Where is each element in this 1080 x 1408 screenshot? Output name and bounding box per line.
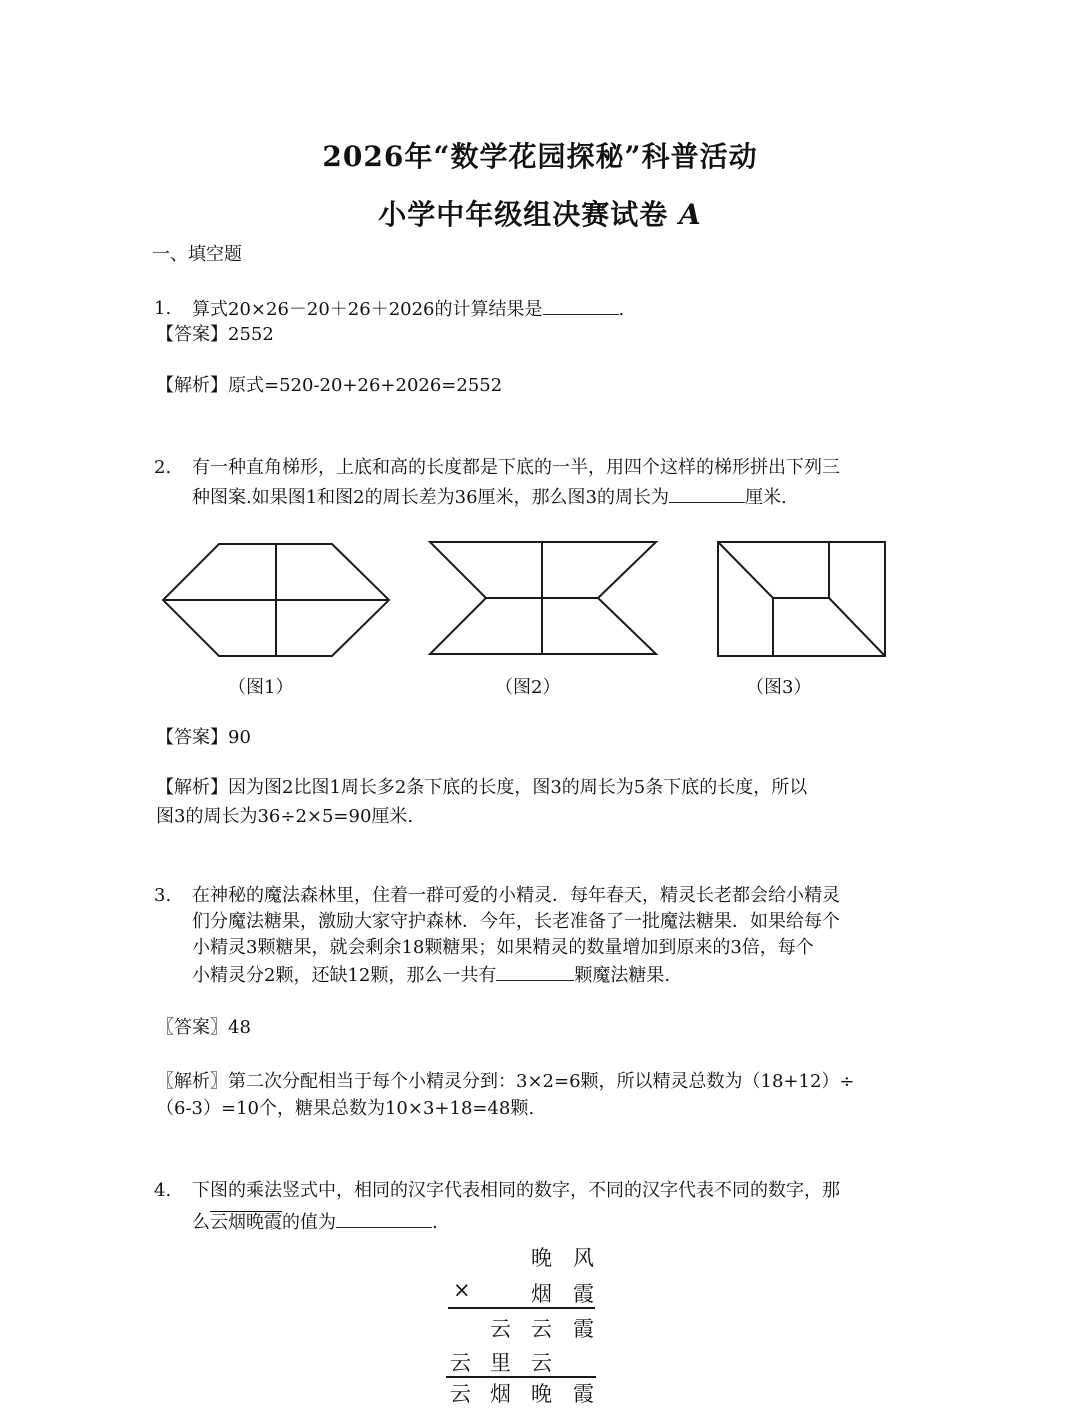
puzzle-rule-1 [448,1307,595,1309]
q2-line2-text: 种图案.如果图1和图2的周长差为36厘米，那么图3的周长为 [192,487,669,508]
subtitle-letter: A [679,198,702,231]
puzzle-r1-c3: 晚 [531,1246,552,1270]
q3-answer: 〖答案〗48 [156,1017,251,1038]
figure-3 [715,538,891,660]
q3-line4-unit: 颗魔法糖果. [574,965,671,986]
q1-analysis: 【解析】原式=520-20+26+2026=2552 [156,375,503,396]
page-subtitle [0,193,1080,233]
q1-answer-blank[interactable] [543,296,619,315]
q3-number: 3. [154,885,172,906]
q2-answer-blank[interactable] [669,484,745,503]
q2-line2-unit: 厘米. [744,487,787,508]
q2-line1: 有一种直角梯形，上底和高的长度都是下底的一半，用四个这样的梯形拼出下列三 [192,457,840,478]
q4-line1: 下图的乘法竖式中，相同的汉字代表相同的数字，不同的汉字代表不同的数字，那 [192,1180,840,1201]
q4-answer-blank[interactable] [336,1209,432,1228]
figure-2-caption: （图2） [495,677,561,698]
q1-question [192,296,624,323]
q2-answer: 【答案】90 [156,727,251,748]
puzzle-r4-c1: 云 [450,1351,471,1375]
q1-period: . [618,299,625,320]
q4-line2-prefix: 么 [192,1212,210,1233]
q2-number: 2. [154,457,172,478]
figure-3-diag-right [829,598,885,656]
q1-answer: 【答案】2552 [156,324,274,345]
puzzle-times-sign: × [453,1278,471,1302]
figure-1-caption: （图1） [228,677,294,698]
q4-overline-number: 云烟晚霞 [210,1212,282,1233]
puzzle-r4-c2: 里 [490,1351,511,1375]
subtitle-main: 小学中年级组决赛试卷 [378,198,669,231]
q4-period: . [432,1212,438,1233]
puzzle-r3-c3: 云 [531,1317,552,1341]
figure-3-caption: （图3） [746,677,812,698]
q3-analysis-line2: （6-3）=10个，糖果总数为10×3+18=48颗. [156,1098,535,1119]
puzzle-r5-c2: 烟 [490,1382,511,1406]
page-title: 2026年“数学花园探秘”科普活动 [322,140,758,173]
figure-1 [160,538,392,660]
q3-answer-blank[interactable] [496,962,574,981]
q4-number: 4. [154,1180,172,1201]
q1-text: 算式20×26－20＋26＋2026的计算结果是 [192,299,543,320]
section-heading: 一、填空题 [152,244,242,265]
puzzle-r1-c4: 风 [573,1246,594,1270]
q2-analysis-line1: 【解析】因为图2比图1周长多2条下底的长度，图3的周长为5条下底的长度，所以 [156,777,808,798]
q1-number: 1. [154,298,172,319]
q3-line3: 小精灵3颗糖果，就会剩余18颗糖果；如果精灵的数量增加到原来的3倍，每个 [192,937,814,958]
q3-line4-text: 小精灵分2颗，还缺12颗，那么一共有 [192,965,497,986]
q3-line2: 们分魔法糖果，激励大家守护森林．今年，长老准备了一批魔法糖果．如果给每个 [192,911,840,932]
puzzle-r3-c4: 霞 [573,1317,594,1341]
puzzle-r3-c2: 云 [490,1317,511,1341]
q4-line2 [192,1209,438,1236]
figure-3-diag-left [718,542,773,598]
q2-analysis-line2: 图3的周长为36÷2×5=90厘米. [156,806,414,827]
q4-line2-mid: 的值为 [282,1212,336,1233]
puzzle-r5-c4: 霞 [573,1382,594,1406]
puzzle-r2-c4: 霞 [573,1282,594,1306]
puzzle-r2-c3: 烟 [531,1282,552,1306]
q3-analysis-line1: 〖解析〗第二次分配相当于每个小精灵分到：3×2=6颗，所以精灵总数为（18+12）÷ [156,1071,855,1092]
puzzle-r5-c1: 云 [450,1382,471,1406]
q3-line4 [192,962,670,989]
puzzle-r5-c3: 晚 [531,1382,552,1406]
q3-line1: 在神秘的魔法森林里，住着一群可爱的小精灵．每年春天，精灵长老都会给小精灵 [192,885,840,906]
q2-line2 [192,484,787,511]
figure-2 [425,538,660,660]
puzzle-r4-c3: 云 [531,1351,552,1375]
